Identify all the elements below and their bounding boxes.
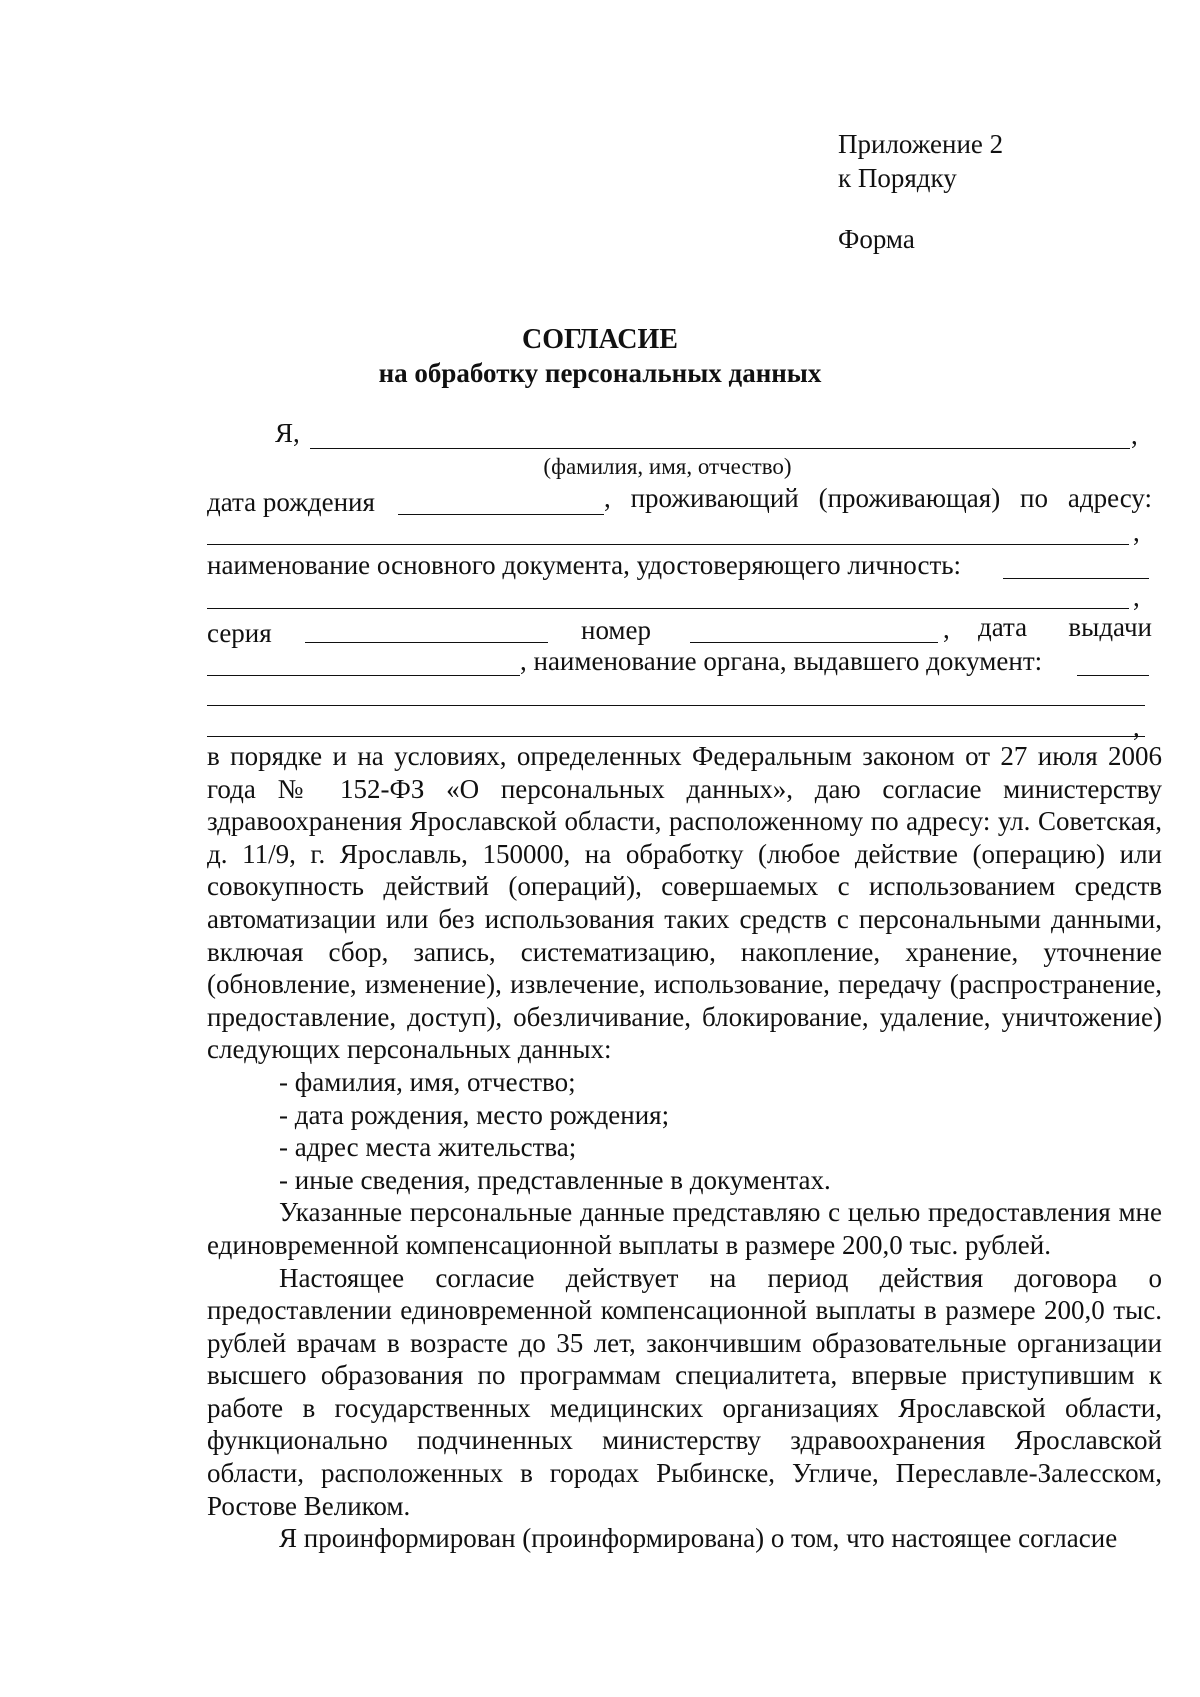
issuer-field-continued-2[interactable] xyxy=(207,736,1145,737)
comma: , xyxy=(1133,517,1140,547)
document-label: наименование основного документа, удостоверяющего личность: xyxy=(207,550,962,580)
full-name-field[interactable] xyxy=(310,448,1130,449)
list-item: - фамилия, имя, отчество; xyxy=(279,1066,576,1097)
list-item: - иные сведения, представленные в документах. xyxy=(279,1164,831,1195)
birth-date-label: дата рождения xyxy=(207,487,375,517)
information-paragraph: Я проинформирован (проинформирована) о том, что настоящее согласие xyxy=(279,1523,1118,1554)
comma: , xyxy=(943,614,950,644)
series-field[interactable] xyxy=(305,642,548,643)
issuer-label: , наименование органа, выдавшего документ: xyxy=(520,646,1043,676)
purpose-paragraph: Указанные персональные данные представляю с целью предоставления мне единовременной компенсационной выплаты в размере 200,0 тыс. рублей. xyxy=(207,1197,1162,1260)
comma: , xyxy=(1131,420,1138,450)
comma: , xyxy=(1133,582,1140,612)
residing-label: , проживающий (проживающая) по адресу: xyxy=(604,483,1152,513)
issue-date-label: дата выдачи xyxy=(978,612,1152,642)
consent-body xyxy=(207,740,1162,1555)
validity-paragraph: Настоящее согласие действует на период действия договора о предоставлении единовременной компенсационной выплаты в размере 200,0 тыс. рублей врачам в возрасте до 35 лет, закончившим образовательные организации высшего образования по программам специалитета, впервые приступившим к работе в государственных медицинских организациях Ярославской области, функционально подчиненных министерству здравоохранения Ярославской области, расположенных в городах Рыбинске, Угличе, Переславле-Залесском, Ростове Великом. xyxy=(207,1262,1162,1521)
appendix-reference xyxy=(838,127,1003,195)
document-name-field[interactable] xyxy=(1003,578,1149,579)
document-subtitle: на обработку персональных данных xyxy=(378,358,822,388)
i-prefix: Я, xyxy=(275,418,300,448)
list-item: - адрес места жительства; xyxy=(279,1132,577,1163)
issuer-field[interactable] xyxy=(1077,675,1149,676)
number-field[interactable] xyxy=(690,642,938,643)
document-title: СОГЛАСИЕ xyxy=(522,324,678,355)
issue-date-field[interactable] xyxy=(207,675,520,676)
document-name-field-continued[interactable] xyxy=(207,608,1129,609)
birth-date-field[interactable] xyxy=(398,514,604,515)
issuer-field-continued-1[interactable] xyxy=(207,705,1145,706)
name-hint: (фамилия, имя, отчество) xyxy=(543,454,792,479)
appendix-order: к Порядку xyxy=(838,163,957,193)
form-label: Форма xyxy=(838,224,915,254)
consent-paragraph: в порядке и на условиях, определенных Федеральным законом от 27 июля 2006 года № 152-ФЗ «О персональных данных», даю согласие министерству здравоохранения Ярославской области, расположенному по адресу: ул. Советская, д. 11/9, г. Ярославль, 150000, на обработку (любое действие (операцию) или совокупность действий (операций), совершаемых с использованием средств автоматизации или без использования таких средств с персональными данными, включая сбор, запись, систематизацию, накопление, хранение, уточнение (обновление, изменение), извлечение, использование, передачу (распространение, предоставление, доступ), обезличивание, блокирование, удаление, уничтожение) следующих персональных данных: xyxy=(207,741,1162,1065)
number-label: номер xyxy=(581,615,652,645)
address-field[interactable] xyxy=(207,544,1129,545)
list-item: - дата рождения, место рождения; xyxy=(279,1099,670,1130)
series-label: серия xyxy=(207,618,272,648)
comma: , xyxy=(1133,712,1140,742)
appendix-number: Приложение 2 xyxy=(838,129,1004,159)
